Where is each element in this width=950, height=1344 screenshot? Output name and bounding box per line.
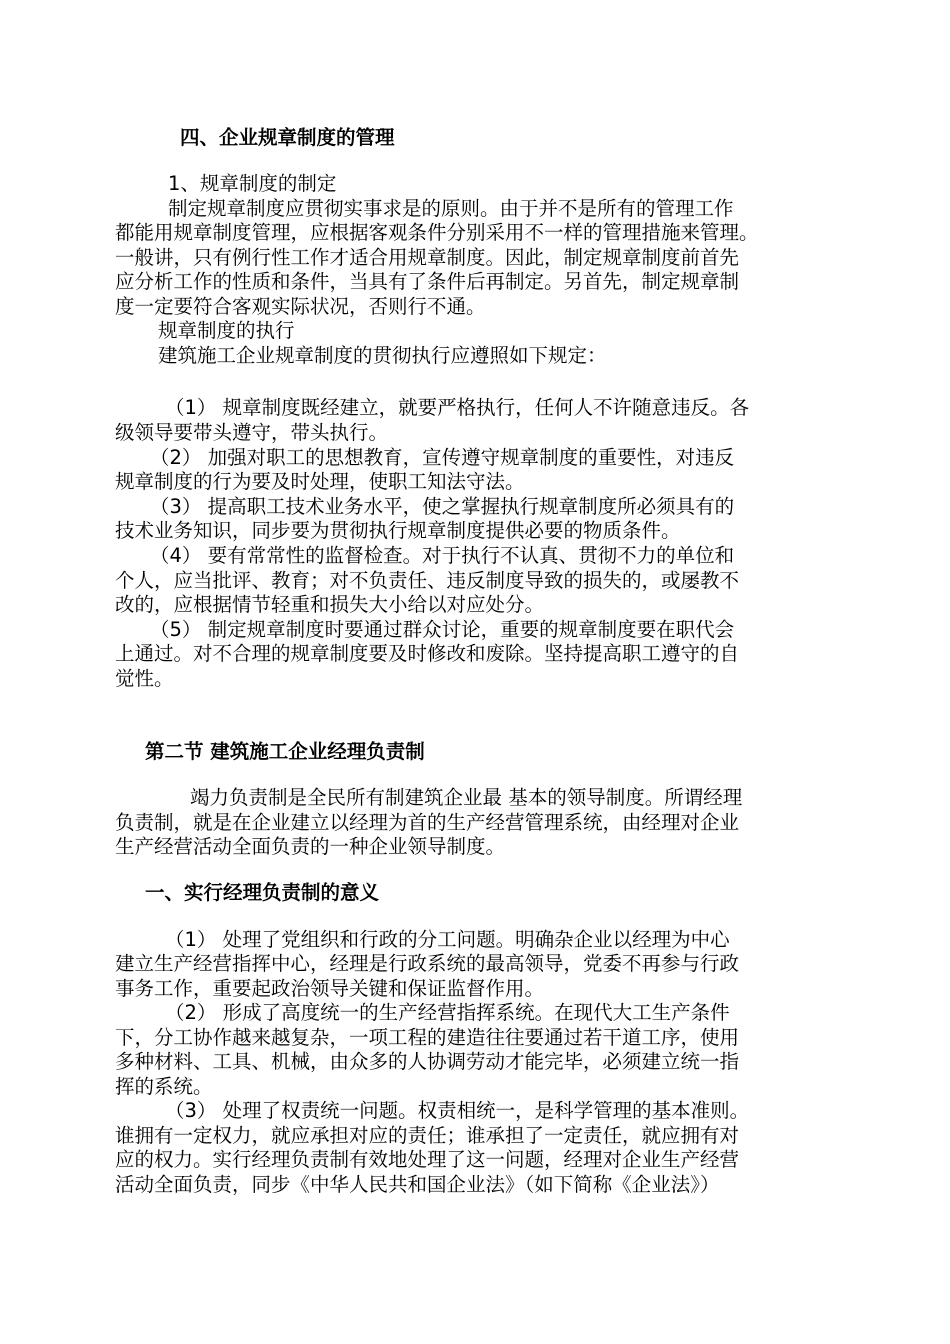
list-item-line: （3） 处理了权责统一问题。权责相统一，是科学管理的基本准则。 (165, 1099, 750, 1122)
paragraph-line: 度一定要符合客观实际状况，否则行不通。 (115, 295, 486, 318)
list-item-line: 改的，应根据情节轻重和损失大小给以对应处分。 (115, 593, 545, 616)
list-item-line: 觉性。 (115, 667, 174, 690)
list-item-line: 建立生产经营指挥中心，经理是行政系统的最高领导，党委不再参与行政 (115, 952, 740, 975)
subsection-title: 1、规章制度的制定 (168, 172, 337, 195)
list-item-line: （1） 规章制度既经建立，就要严格执行，任何人不许随意违反。各 (165, 396, 750, 419)
paragraph-line: 应分析工作的性质和条件，当具有了条件后再制定。另首先，制定规章制 (115, 270, 740, 293)
paragraph-line: 都能用规章制度管理，应根据客观条件分别采用不一样的管理措施来管理。 (115, 221, 759, 244)
paragraph-line: 竭力负责制是全民所有制建筑企业最 基本的领导制度。所谓经理 (190, 786, 743, 809)
section-heading: 第二节 建筑施工企业经理负责制 (145, 740, 425, 763)
paragraph-line: 建筑施工企业规章制度的贯彻执行应遵照如下规定： (158, 344, 607, 367)
list-item-line: 活动全面负责，同步《中华人民共和国企业法》（如下简称《企业法》） (115, 1173, 720, 1196)
list-item-line: 规章制度的行为要及时处理，使职工知法守法。 (115, 470, 525, 493)
section-heading: 四、企业规章制度的管理 (180, 126, 395, 149)
list-item-line: 应的权力。实行经理负责制有效地处理了这一问题，经理对企业生产经营 (115, 1148, 740, 1171)
paragraph-line: 一般讲，只有例行性工作才适合用规章制度。因此，制定规章制度前首先 (115, 246, 740, 269)
list-item-line: 级领导要带头遵守，带头执行。 (115, 421, 389, 444)
list-item-line: 上通过。对不合理的规章制度要及时修改和废除。坚持提高职工遵守的自 (115, 642, 740, 665)
paragraph-line: 生产经营活动全面负责的一种企业领导制度。 (115, 835, 506, 858)
list-item-line: 事务工作，重要起政治领导关键和保证监督作用。 (115, 977, 545, 1000)
list-item-line: 下，分工协作越来越复杂，一项工程的建造往往要通过若干道工序，使用 (115, 1026, 740, 1049)
list-item-line: 多种材料、工具、机械，由众多的人协调劳动才能完毕，必须建立统一指 (115, 1050, 740, 1073)
list-item-line: （4） 要有常常性的监督检查。对于执行不认真、贯彻不力的单位和 (150, 544, 735, 567)
list-item-line: （3） 提高职工技术业务水平，使之掌握执行规章制度所必须具有的 (150, 495, 735, 518)
list-item-line: 技术业务知识，同步要为贯彻执行规章制度提供必要的物质条件。 (115, 519, 681, 542)
subsection-title: 规章制度的执行 (158, 319, 295, 342)
list-item-line: （2） 加强对职工的思想教育，宣传遵守规章制度的重要性，对违反 (150, 446, 735, 469)
list-item-line: （5） 制定规章制度时要通过群众讨论，重要的规章制度要在职代会 (150, 618, 735, 641)
list-item-line: 挥的系统。 (115, 1075, 213, 1098)
list-item-line: 个人，应当批评、教育；对不负责任、违反制度导致的损失的，或屡教不 (115, 569, 740, 592)
subsection-heading: 一、实行经理负责制的意义 (145, 881, 380, 904)
list-item-line: （2） 形成了高度统一的生产经营指挥系统。在现代大工生产条件 (165, 1001, 730, 1024)
paragraph-line: 负责制，就是在企业建立以经理为首的生产经营管理系统，由经理对企业 (115, 811, 740, 834)
paragraph-line: 制定规章制度应贯彻实事求是的原则。由于并不是所有的管理工作 (168, 197, 734, 220)
list-item-line: （1） 处理了党组织和行政的分工问题。明确杂企业以经理为中心 (165, 928, 730, 951)
list-item-line: 谁拥有一定权力，就应承担对应的责任；谁承担了一定责任，就应拥有对 (115, 1124, 740, 1147)
